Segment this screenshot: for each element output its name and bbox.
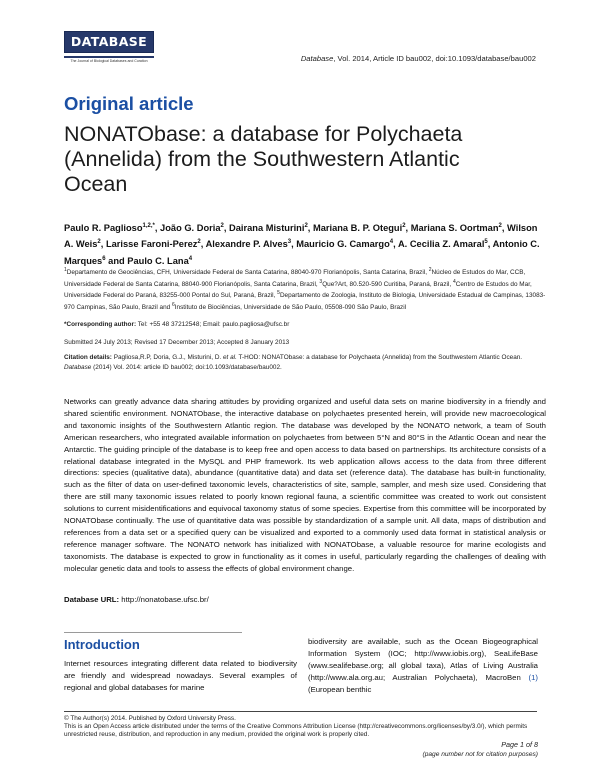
author-name: Mauricio G. Camargo: [296, 239, 390, 250]
reference-link[interactable]: (1): [528, 672, 538, 682]
author-name: Mariana S. Oortman: [410, 223, 499, 234]
author-affiliation-mark: 2: [197, 239, 201, 246]
license-notice: [64, 715, 542, 739]
author-name: Dairana Misturini: [229, 223, 305, 234]
citation-text-1: Pagliosa,R.P, Doria, G.J., Misturini, D.: [111, 354, 223, 361]
page-number-note: (page number not for citation purposes): [422, 751, 538, 758]
affiliation-mark: 5: [277, 290, 280, 297]
journal-logo-subtitle: The Journal of Biological Databases and Curation: [70, 59, 148, 63]
intro-right-text-2: (European benthic: [308, 684, 372, 694]
author-name: Paulo C. Lana: [127, 255, 189, 266]
author-affiliation-mark: 2: [97, 239, 101, 246]
author: [296, 239, 393, 249]
author: [127, 256, 192, 266]
introduction-left-column: Internet resources integrating different data related to biodiversity are friendly and widespread nowadays. Several examples of regional and global databases for marine: [64, 659, 297, 692]
author-affiliation-mark: 4: [389, 239, 394, 246]
affiliation-text: Departamento de Zoologia, Instituto de Biologia, Universidade Estadual de Campinas, 13083-970 Campinas, São Paulo, Brazil and: [64, 292, 546, 312]
journal-logo-text: DATABASE: [70, 34, 148, 49]
author: [398, 239, 488, 249]
author-name: Wilson A. Weis: [64, 223, 538, 250]
author-name: Larisse Faroni-Perez: [105, 239, 198, 250]
author: [64, 223, 155, 233]
introduction-right-column: [308, 636, 538, 696]
affiliation-mark: 6: [172, 302, 175, 309]
page-number: Page 1 of 8: [501, 740, 538, 749]
author-name: A. Cecilia Z. Amaral: [397, 239, 485, 250]
journal-citation: , Vol. 2014, Article ID bau002, doi:10.1093/database/bau002: [333, 54, 536, 63]
introduction-heading: Introduction: [64, 637, 140, 652]
database-url: [64, 595, 209, 604]
affiliation-mark: 4: [452, 278, 456, 285]
corresponding-text: Tel: +55 48 37212548; Email: paulo.pagliosa@ufsc.br: [136, 321, 290, 328]
affiliation-text: Departamento de Geociências, CFH, Universidade Federal de Santa Catarina, 88040-970 Florianópolis, Santa Catarina, Brazil,: [66, 269, 429, 277]
citation-journal: Database: [64, 363, 92, 371]
author-affiliation-mark: 4: [188, 255, 193, 262]
author-name: Antonio C. Marques: [64, 239, 540, 266]
author: [313, 223, 406, 233]
corresponding-label: *Corresponding author:: [64, 321, 137, 328]
author-affiliation-mark: 2: [304, 223, 308, 229]
author: [411, 223, 502, 233]
author-affiliation-mark: 2: [402, 223, 406, 229]
corresponding-author: [64, 321, 544, 328]
author-affiliation-mark: 2: [498, 223, 502, 229]
affiliation-text: Centro de Estudos do Mar, Universidade Federal do Paraná, 83255-000 Pontal do Sul, Paraná, Brazil,: [64, 280, 532, 300]
author-affiliation-mark: 1,2,*: [142, 223, 155, 229]
author-list: Paulo R. Paglioso$^{1,2,*}$, João G. Doria$^2$, Dairana Misturini$^2$, Mariana B. P. Otegui$^2$, Mariana S. Oortman$^2$, Wilson A. Weis$^2$, Larisse Faroni-Perez$^2$, Alexandre P. Alves$^3$, Mauricio G. Camargo$^4$, A. Cecilia Z. Amaral$^5$, Antonio C. Marques$^6$ and Paulo C. Lana$^4$: [64, 223, 540, 266]
affiliation-text: Instituto de Biociências, Universidade de São Paulo, 05508-090 São Paulo, Brazil: [174, 304, 407, 312]
author-name: Paulo R. Paglioso: [64, 223, 143, 234]
copyright-line: © The Author(s) 2014. Published by Oxford University Press.: [64, 715, 236, 722]
author: [106, 239, 201, 249]
journal-name: Database: [300, 54, 334, 63]
author-name: Alexandre P. Alves: [205, 239, 288, 250]
author-affiliation-mark: 6: [102, 255, 106, 262]
citation-details: [64, 353, 546, 372]
license-text: This is an Open Access article distributed under the terms of the Creative Commons Attribution License (http://creativecommons.org/licenses/by/3.0/), which permits unrestricted reuse, distribution, and reproduction in any medium, provided the original work is properly cited.: [64, 723, 528, 739]
section-divider: [64, 632, 242, 633]
citation-label: Citation details:: [64, 354, 112, 361]
author-name: João G. Doria: [160, 223, 221, 234]
author-name: Mariana B. P. Otegui: [312, 223, 403, 234]
journal-logo: [64, 31, 154, 53]
intro-right-text-1: biodiversity are available, such as the Ocean Biogeographical Information System (IOC; http://www.iobis.org), SeaLifeBase (www.sealifebase.org; all global taxa), Atlas of Living Australia (http://www.ala.org.au; Australian Polychaeta), MacroBen: [308, 637, 538, 682]
article-type: Original article: [64, 93, 194, 114]
citation-text-2: T-HOD: NONATObase: a database for Polychaeta (Annelida) from the Southwestern Atlantic Ocean.: [236, 354, 523, 361]
article-title: NONATObase: a database for Polychaeta (Annelida) from the Southwestern Atlantic Ocean: [64, 122, 463, 196]
database-url-link[interactable]: http://nonatobase.ufsc.br/: [119, 595, 209, 604]
logo-underline: [64, 56, 154, 58]
affiliation-text: Núcleo de Estudos do Mar, CCB, Universidade Federal de Santa Catarina, 88040-900 Florianópolis, Santa Catarina, Brazil,: [64, 269, 526, 288]
database-url-label: Database URL:: [64, 595, 120, 604]
author-affiliation-mark: 2: [220, 223, 224, 229]
citation-etal: et al.: [222, 354, 237, 361]
affiliations: [64, 266, 546, 313]
header-citation: [301, 54, 536, 63]
author-affiliation-mark: 5: [484, 239, 488, 246]
submission-dates: Submitted 24 July 2013; Revised 17 December 2013; Accepted 8 January 2013: [64, 339, 290, 346]
abstract: Networks can greatly advance data sharing attitudes by providing organized and useful data sets on marine biodiversity in a friendly and shared scientific environment. NONATObase, the interactive database on polychaetes presented herein, will provide new macroecological and taxonomic insights of the Southwestern Atlantic region. The database was developed by the NONATO network, a team of South American researchers, who integrated available information on polychaetes from between 5°N and 80°S in the Atlantic Ocean and near the Antarctic. The guiding principle of the database is to keep free and open access to data based on partnerships. Its architecture consists of a relational database integrated in the MySQL and PHP framework. Its web application allows access to the data from three different directions: species (qualitative data), abundance (quantitative data) and data set (reference data). The database has built-in functionality, such as the filter of data on user-defined taxonomic levels, characteristics of site, sample, sampler, and mesh size used. Considering that there are still many taxonomic issues related to poorly known regional fauna, a scientific committee was created to work out consistent solutions to current misidentifications and equivocal taxonomy status of some species. Expertise from this committee will be incorporated by NONATObase continually. The use of quantitative data was possible by standardization of a sample unit. All data, maps of distribution and references from a data set or a specified query can be visualized and exported to a commonly used data format in statistical analysis or reference manager software. The NONATO network has initialized with NONATObase, a valuable resource for marine ecologists and taxonomists. The database is expected to grow in functionality as it comes in useful, particularly regarding the challenges of dealing with molecular genetic data and tools to assess the effects of global environment change.: [64, 397, 546, 573]
affiliation-mark: 3: [319, 278, 323, 285]
author: [160, 223, 224, 233]
author-affiliation-mark: 3: [287, 239, 292, 246]
author: [206, 239, 292, 249]
citation-text-3: (2014) Vol. 2014: article ID bau002; doi:10.1093/database/bau002.: [91, 363, 282, 371]
affiliation-mark: 1: [64, 267, 67, 273]
footer-divider: [64, 711, 537, 712]
affiliation-mark: 2: [428, 267, 432, 273]
author: [229, 223, 308, 233]
affiliation-text: Que?Art, 80.520-590 Curitiba, Paraná, Brazil,: [322, 280, 453, 288]
